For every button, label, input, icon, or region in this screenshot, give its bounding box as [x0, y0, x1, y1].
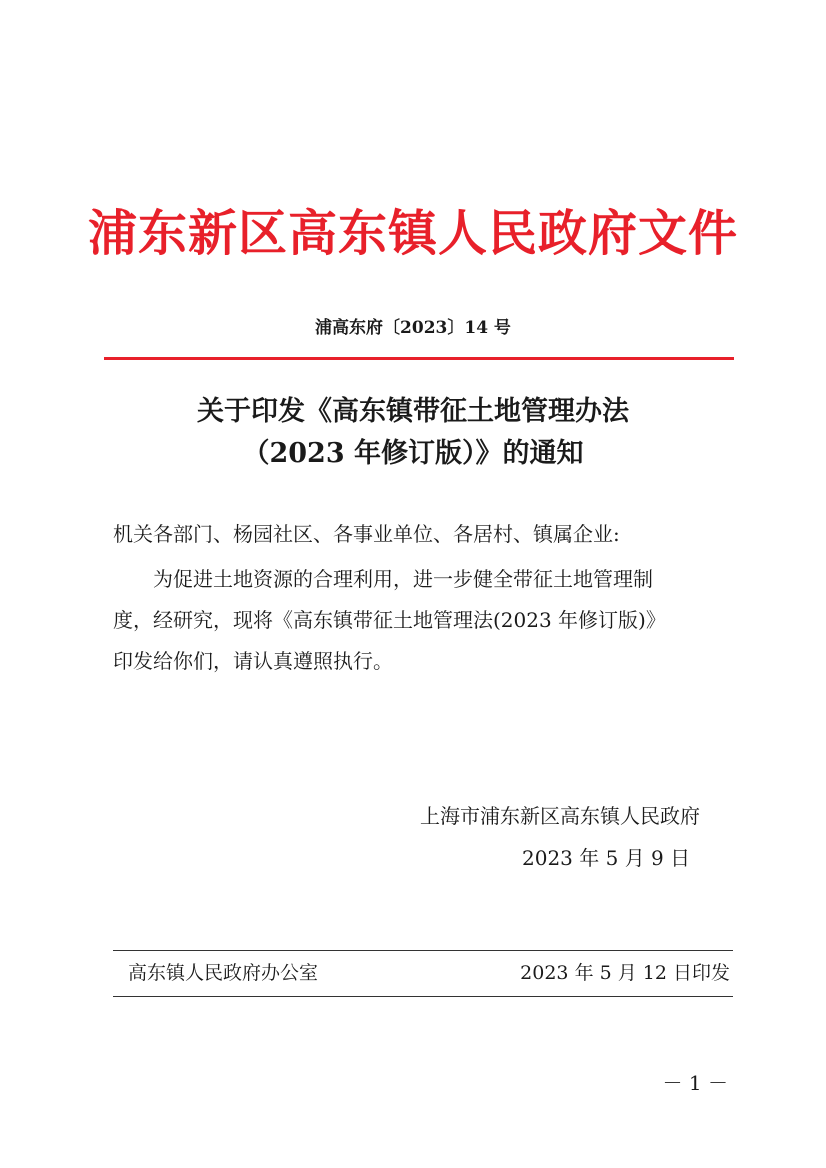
notice-title-line-2: （2023 年修订版）》的通知 [242, 438, 584, 469]
footer-office: 高东镇人民政府办公室 [128, 962, 319, 984]
red-header-rule [104, 357, 734, 360]
footer-top-rule [113, 950, 733, 951]
body-paragraph-line-3: 印发给你们，请认真遵照执行。 [113, 649, 393, 673]
document-number: 浦高东府〔2023〕14 号 [315, 318, 511, 338]
page-number: － 1 － [662, 1071, 728, 1095]
issuer-signature: 上海市浦东新区高东镇人民政府 [420, 804, 700, 828]
addressee-line: 机关各部门、杨园社区、各事业单位、各居村、镇属企业: [113, 522, 620, 546]
footer-print-date: 2023 年 5 月 12 日印发 [520, 962, 730, 984]
notice-title-line-1: 关于印发《高东镇带征土地管理办法 [197, 396, 629, 427]
document-header-title: 浦东新区高东镇人民政府文件 [87, 204, 738, 262]
footer-bottom-rule [113, 996, 733, 997]
body-paragraph-line-2: 度，经研究，现将《高东镇带征土地管理法(2023 年修订版)》 [113, 608, 666, 632]
body-paragraph-line-1: 为促进土地资源的合理利用，进一步健全带征土地管理制 [153, 567, 653, 591]
issue-date: 2023 年 5 月 9 日 [522, 846, 691, 870]
